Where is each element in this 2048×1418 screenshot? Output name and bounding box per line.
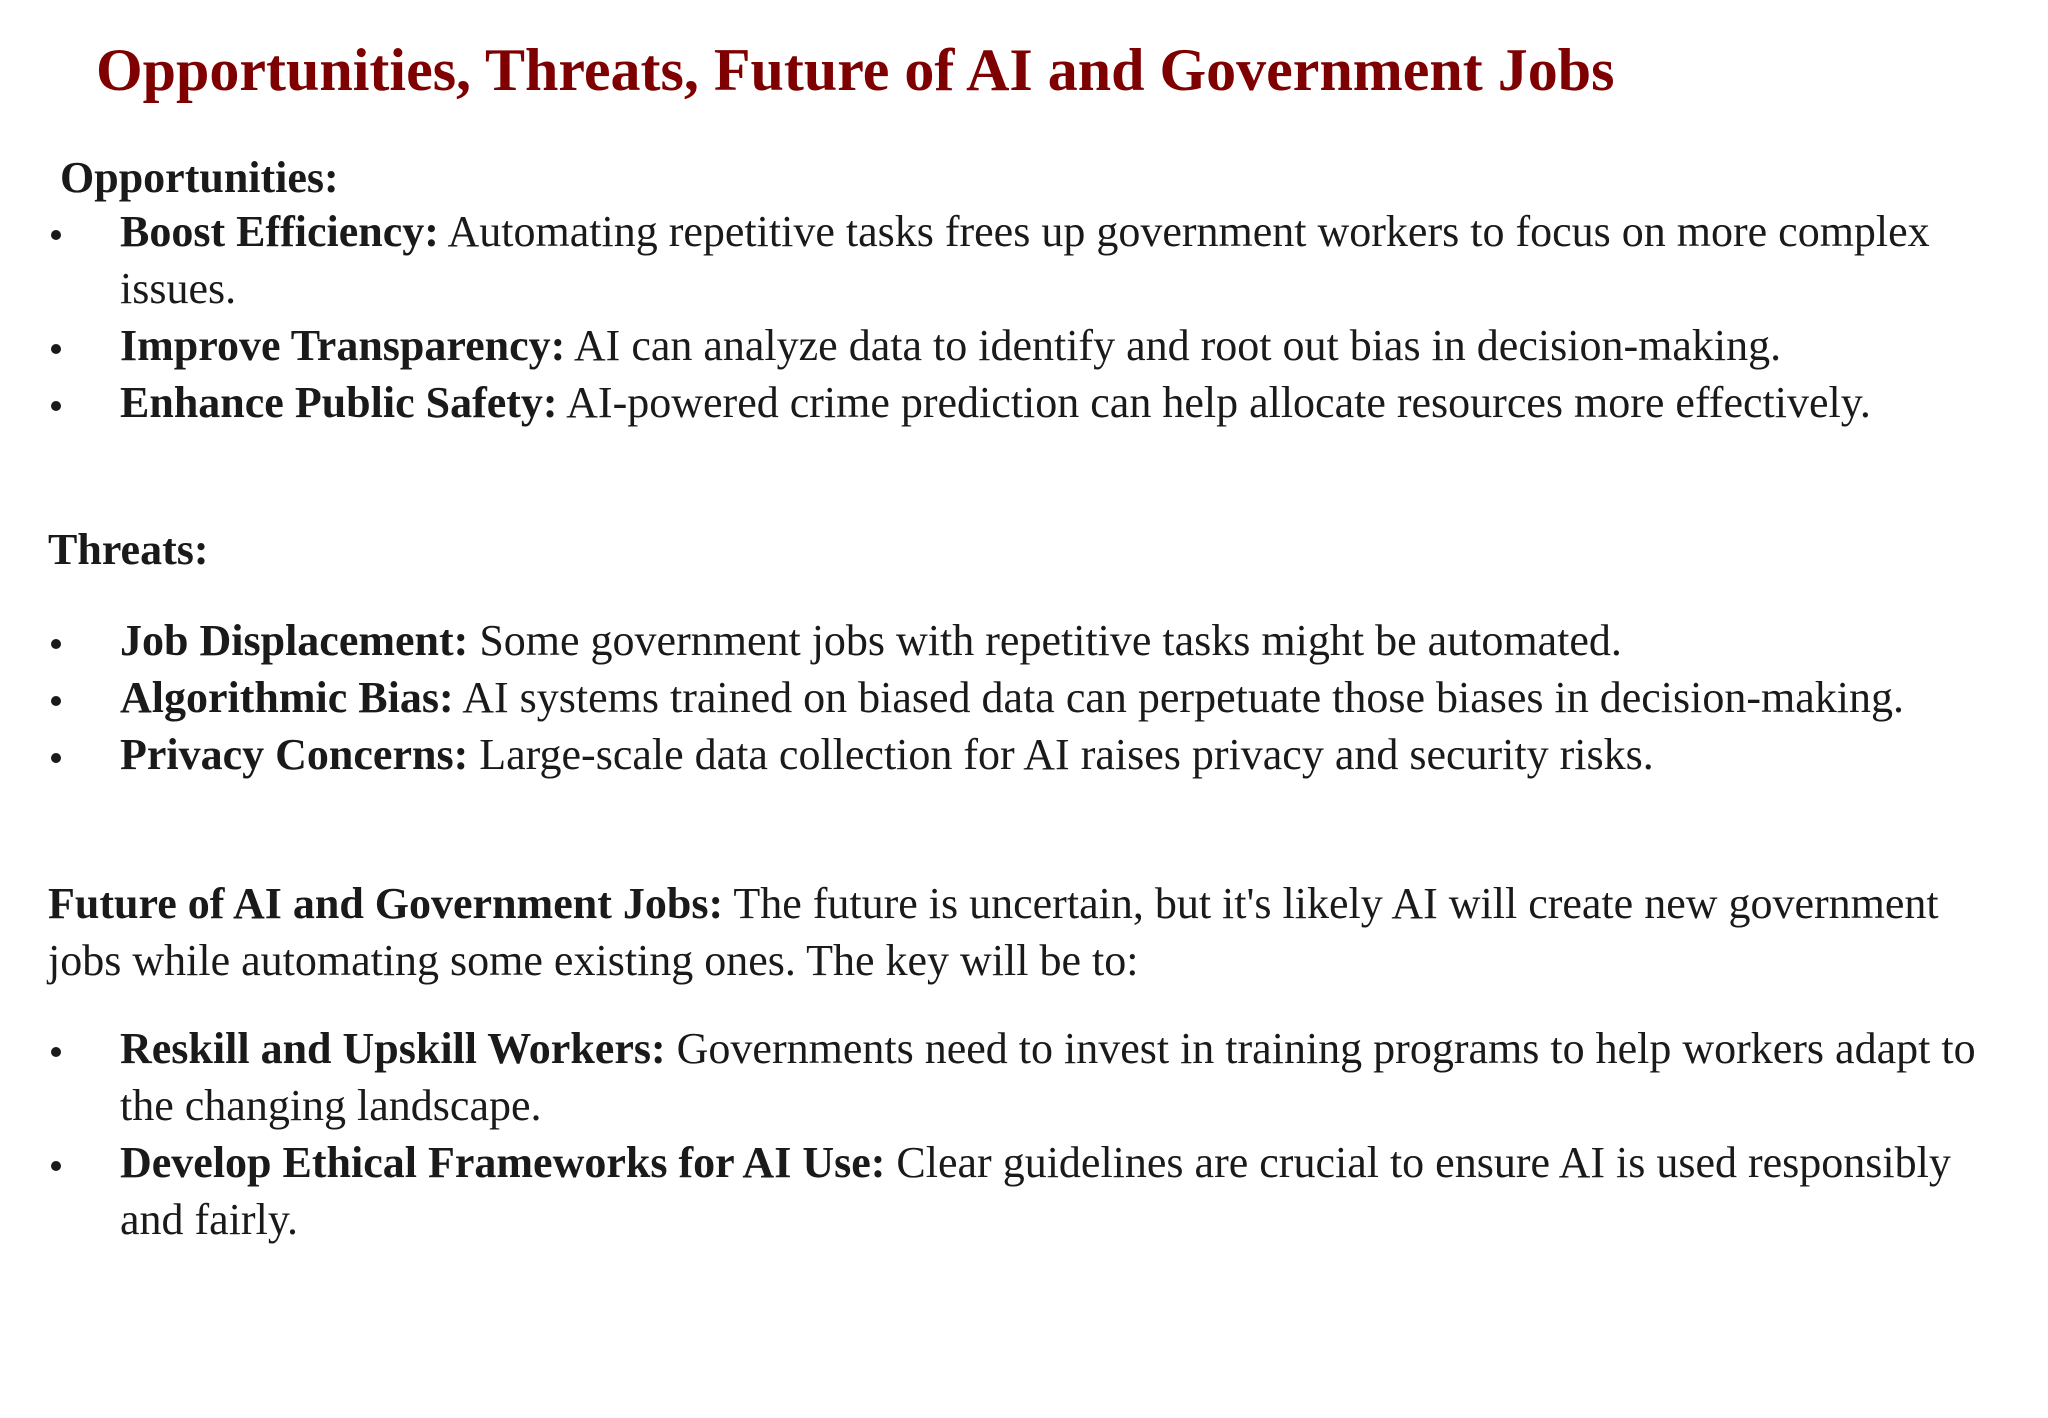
item-text: Automating repetitive tasks frees up government workers to focus on more complex issues.	[120, 207, 1930, 313]
opportunities-list	[48, 203, 1998, 431]
item-text: Governments need to invest in training programs to help workers adapt to the changing landscape.	[120, 1024, 1976, 1130]
item-term: Improve Transparency:	[120, 321, 566, 370]
list-item	[48, 612, 1998, 669]
list-item	[48, 317, 1998, 374]
item-term: Algorithmic Bias:	[120, 673, 454, 722]
future-paragraph	[48, 875, 1998, 989]
threats-list	[48, 612, 1998, 783]
item-term: Develop Ethical Frameworks for AI Use:	[120, 1138, 886, 1187]
list-item	[48, 1134, 1998, 1248]
item-text: Clear guidelines are crucial to ensure AI is used responsibly and fairly.	[120, 1138, 1951, 1244]
item-term: Reskill and Upskill Workers:	[120, 1024, 666, 1073]
item-text: AI can analyze data to identify and root out bias in decision-making.	[565, 321, 1782, 370]
opportunities-heading: Opportunities:	[60, 153, 339, 202]
item-text: AI systems trained on biased data can perpetuate those biases in decision-making.	[453, 673, 1905, 722]
item-term: Job Displacement:	[120, 616, 469, 665]
item-term: Enhance Public Safety:	[120, 378, 558, 427]
page-title: Opportunities, Threats, Future of AI and Government Jobs	[96, 37, 1615, 103]
item-text: Large-scale data collection for AI raises privacy and security risks.	[468, 730, 1654, 779]
list-item	[48, 203, 1998, 317]
list-item	[48, 374, 1998, 431]
future-term: Future of AI and Government Jobs:	[48, 879, 724, 928]
list-item	[48, 669, 1998, 726]
future-list	[48, 1020, 1998, 1248]
list-item	[48, 1020, 1998, 1134]
list-item	[48, 726, 1998, 783]
item-text: AI-powered crime prediction can help allocate resources more effectively.	[557, 378, 1871, 427]
item-term: Privacy Concerns:	[120, 730, 469, 779]
item-term: Boost Efficiency:	[120, 207, 439, 256]
future-text: The future is uncertain, but it's likely AI will create new government jobs while automating some existing ones. The key will be to:	[48, 879, 1939, 985]
item-text: Some government jobs with repetitive tasks might be automated.	[468, 616, 1622, 665]
threats-heading: Threats:	[48, 525, 209, 574]
